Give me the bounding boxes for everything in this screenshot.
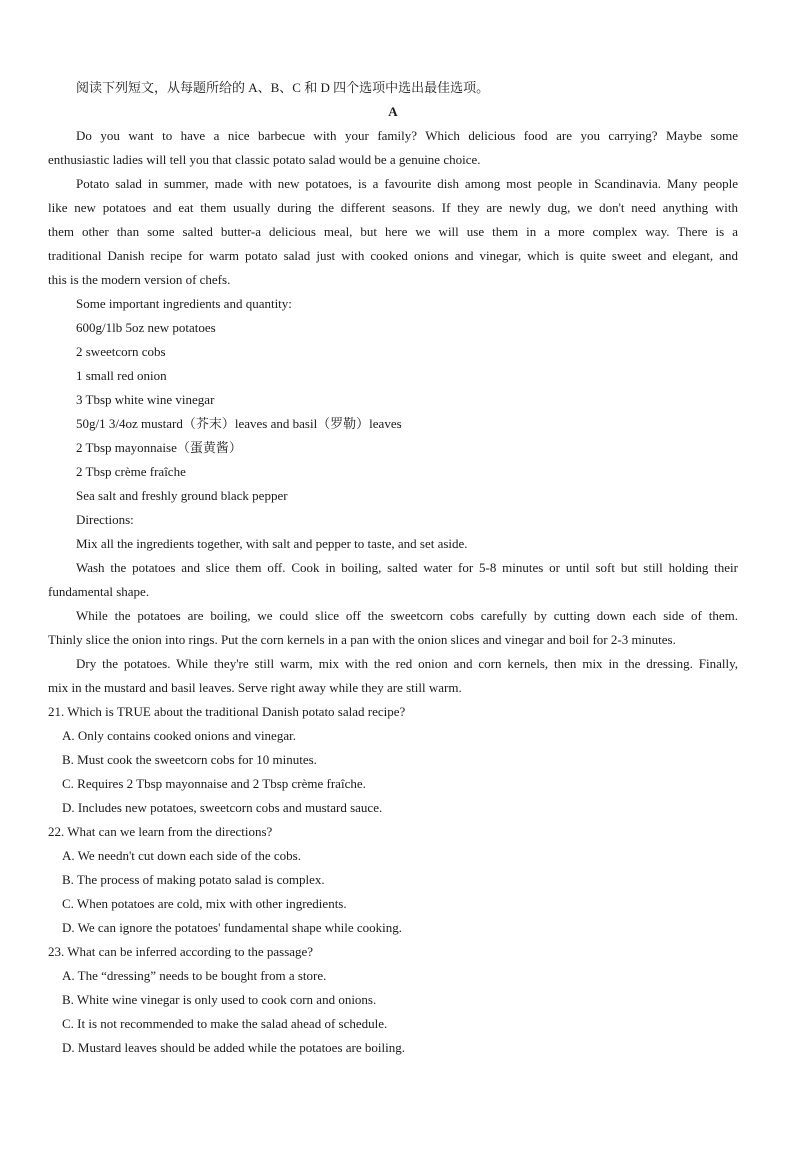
section-label: A	[388, 104, 398, 119]
question-stem: 23. What can be inferred according to the passage?	[48, 944, 314, 959]
question-stem: 21. Which is TRUE about the traditional Danish potato salad recipe?	[48, 704, 406, 719]
option-c: C. When potatoes are cold, mix with other ingredients.	[62, 896, 347, 911]
paragraph-line: them other than some salted butter-a delicious meal, but here we will use them in a more complex way. There is a	[48, 224, 738, 239]
option-a: A. The “dressing” needs to be bought from a store.	[62, 968, 327, 983]
ingredient-item: 3 Tbsp white wine vinegar	[76, 392, 215, 407]
question-stem: 22. What can we learn from the directions?	[48, 824, 273, 839]
exam-page	[48, 76, 738, 1060]
ingredient-item: 2 Tbsp crème fraîche	[76, 464, 186, 479]
ingredient-item: 1 small red onion	[76, 368, 167, 383]
question-23	[48, 940, 738, 1060]
option-d: D. Includes new potatoes, sweetcorn cobs and mustard sauce.	[62, 800, 383, 815]
paragraph-line: Do you want to have a nice barbecue with your family? Which delicious food are you carrying? Maybe some	[76, 128, 738, 143]
question-21	[48, 700, 738, 820]
direction-step	[48, 604, 738, 652]
option-d: D. We can ignore the potatoes' fundamental shape while cooking.	[62, 920, 403, 935]
ingredient-item: 2 sweetcorn cobs	[76, 344, 166, 359]
question-22	[48, 820, 738, 940]
ingredient-item: 2 Tbsp mayonnaise（蛋黄酱）	[76, 440, 242, 455]
option-d: D. Mustard leaves should be added while the potatoes are boiling.	[62, 1040, 405, 1055]
paragraph-line: While the potatoes are boiling, we could slice off the sweetcorn cobs carefully by cutting down each side of them.	[76, 608, 738, 623]
paragraph-line: Wash the potatoes and slice them off. Cook in boiling, salted water for 5-8 minutes or until soft but still holding their	[76, 560, 738, 575]
paragraph-line: Thinly slice the onion into rings. Put the corn kernels in a pan with the onion slices and vinegar and boil for 2-3 minutes.	[48, 632, 676, 647]
paragraph-line: like new potatoes and eat them usually during the different seasons. If they are newly dug, we don't need anything with	[48, 200, 738, 215]
direction-step	[48, 652, 738, 700]
option-b: B. Must cook the sweetcorn cobs for 10 minutes.	[62, 752, 317, 767]
instruction: 阅读下列短文，从每题所给的 A、B、C 和 D 四个选项中选出最佳选项。	[76, 80, 490, 95]
option-a: A. We needn't cut down each side of the cobs.	[62, 848, 301, 863]
paragraph-2	[48, 172, 738, 292]
option-b: B. White wine vinegar is only used to cook corn and onions.	[62, 992, 377, 1007]
option-c: C. It is not recommended to make the salad ahead of schedule.	[62, 1016, 388, 1031]
paragraph-line: this is the modern version of chefs.	[48, 272, 231, 287]
directions-title: Directions:	[76, 512, 134, 527]
option-b: B. The process of making potato salad is complex.	[62, 872, 325, 887]
ingredients-list	[48, 316, 738, 508]
ingredient-item: Sea salt and freshly ground black pepper	[76, 488, 288, 503]
paragraph-line: Dry the potatoes. While they're still warm, mix with the red onion and corn kernels, then mix in the dressing. Finally,	[76, 656, 738, 671]
direction-step	[48, 556, 738, 604]
paragraph-line: enthusiastic ladies will tell you that classic potato salad would be a genuine choice.	[48, 152, 481, 167]
paragraph-line: mix in the mustard and basil leaves. Serve right away while they are still warm.	[48, 680, 462, 695]
paragraph-line: fundamental shape.	[48, 584, 150, 599]
ingredient-item: 600g/1lb 5oz new potatoes	[76, 320, 216, 335]
paragraph-line: Potato salad in summer, made with new potatoes, is a favourite dish among most people in Scandinavia. Many people	[76, 176, 738, 191]
option-a: A. Only contains cooked onions and vinegar.	[62, 728, 296, 743]
option-c: C. Requires 2 Tbsp mayonnaise and 2 Tbsp crème fraîche.	[62, 776, 366, 791]
ingredients-title: Some important ingredients and quantity:	[76, 296, 292, 311]
paragraph-1	[48, 124, 738, 172]
ingredient-item: 50g/1 3/4oz mustard（芥末）leaves and basil（罗勒）leaves	[76, 416, 402, 431]
paragraph-line: traditional Danish recipe for warm potato salad just with cooked onions and vinegar, which is quite sweet and elegant, and	[48, 248, 738, 263]
direction-step: Mix all the ingredients together, with salt and pepper to taste, and set aside.	[76, 536, 468, 551]
